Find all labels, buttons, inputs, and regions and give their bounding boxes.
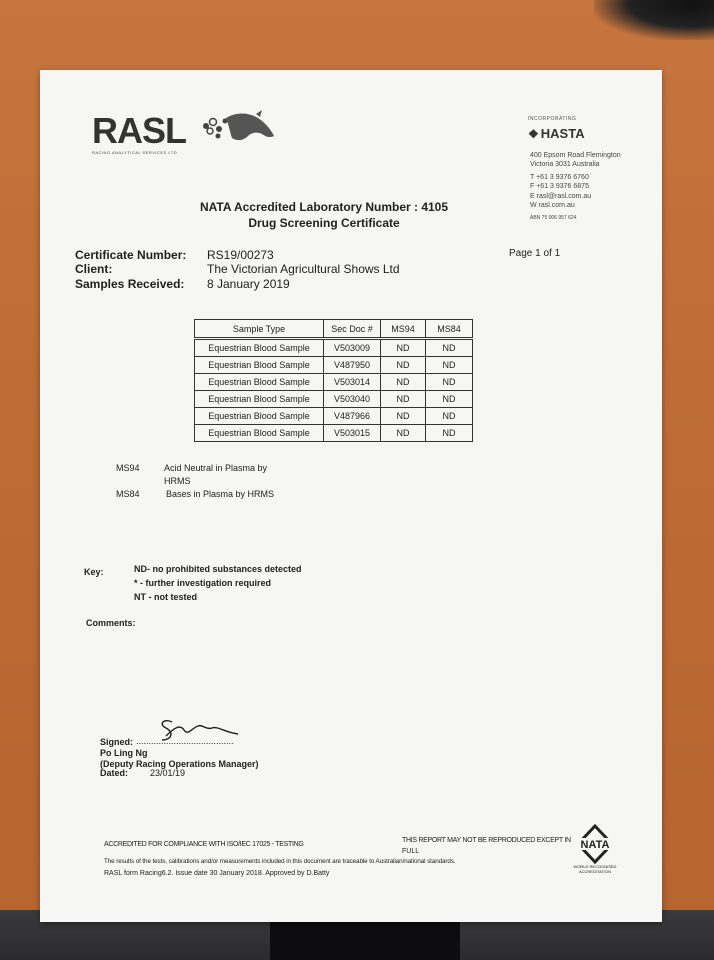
address-line2: Victoria 3031 Australia [530, 161, 600, 168]
certificate-number-label: Certificate Number: [75, 248, 187, 262]
form-details: RASL form Racing6.2. Issue date 30 January 2018. Approved by D.Batty [104, 870, 330, 877]
hasta-logo [528, 126, 585, 141]
nata-logo-text: NATA [580, 839, 610, 851]
client-value: The Victorian Agricultural Shows Ltd [207, 262, 400, 276]
cell-ms94: ND [381, 339, 426, 357]
nata-logo-icon [572, 824, 618, 864]
traceability-statement: The results of the tests, calibrations and/or measurements included in this document are traceable to Australian/national standards. [104, 858, 456, 865]
table-row [195, 425, 473, 442]
client-label: Client: [75, 262, 113, 276]
cell-sample-type: Equestrian Blood Sample [195, 425, 324, 442]
cell-ms94: ND [381, 425, 426, 442]
cell-sec-doc: V503015 [324, 425, 381, 442]
page-indicator: Page 1 of 1 [509, 248, 561, 259]
nata-subtitle: WORLD RECOGNISED ACCREDITATION [573, 864, 617, 874]
table-row [195, 391, 473, 408]
method-ms94-desc-line2: HRMS [164, 476, 191, 486]
accredited-statement: ACCREDITED FOR COMPLIANCE WITH ISO/IEC 17025 - TESTING [104, 841, 304, 848]
table-row [195, 374, 473, 391]
key-nt: NT - not tested [134, 592, 197, 602]
results-table [194, 319, 473, 442]
cell-sec-doc: V487966 [324, 408, 381, 425]
hasta-name: HASTA [540, 126, 585, 141]
signed-label: Signed: [100, 737, 133, 747]
cell-ms84: ND [426, 339, 473, 357]
fax: F +61 3 9376 6875 [530, 183, 589, 190]
header-ms84: MS84 [426, 320, 473, 339]
certificate-page [40, 70, 662, 922]
cell-sec-doc: V487950 [324, 357, 381, 374]
cell-sec-doc: V503040 [324, 391, 381, 408]
hasta-diamond-icon: ❖ [528, 127, 539, 141]
certificate-title-line1: NATA Accredited Laboratory Number : 4105 [199, 200, 449, 214]
header-ms94: MS94 [381, 320, 426, 339]
comments-label: Comments: [86, 618, 136, 628]
cell-ms84: ND [426, 391, 473, 408]
address-line1: 400 Epsom Road Flemington [530, 152, 621, 159]
cell-sec-doc: V503009 [324, 339, 381, 357]
header-sample-type: Sample Type [195, 320, 324, 339]
table-row [195, 357, 473, 374]
cell-ms94: ND [381, 357, 426, 374]
incorporating-label: INCORPORATING [528, 116, 577, 122]
key-nd: ND- no prohibited substances detected [134, 564, 302, 574]
cell-ms84: ND [426, 357, 473, 374]
phone: T +61 3 9376 6760 [530, 174, 589, 181]
cell-ms94: ND [381, 374, 426, 391]
method-ms94-desc-line1: Acid Neutral in Plasma by [164, 463, 268, 473]
cell-ms94: ND [381, 408, 426, 425]
dated-value: 23/01/19 [150, 768, 186, 778]
cell-ms94: ND [381, 391, 426, 408]
key-star: * - further investigation required [134, 578, 272, 588]
table-row [195, 339, 473, 357]
signature-line: ....................................... [136, 736, 234, 746]
table-row [195, 408, 473, 425]
cell-ms84: ND [426, 425, 473, 442]
method-ms94-code: MS94 [116, 463, 140, 473]
rasl-logo-subtitle: RACING ANALYTICAL SERVICES LTD [92, 150, 178, 155]
certificate-title-line2: Drug Screening Certificate [248, 216, 400, 230]
cell-sec-doc: V503014 [324, 374, 381, 391]
key-label: Key: [84, 567, 104, 577]
floor-shadow [270, 918, 460, 960]
horse-head-logo-icon [196, 108, 278, 146]
cell-ms84: ND [426, 374, 473, 391]
cell-sample-type: Equestrian Blood Sample [195, 339, 324, 357]
cell-sample-type: Equestrian Blood Sample [195, 391, 324, 408]
cell-ms84: ND [426, 408, 473, 425]
header-sec-doc: Sec Doc # [324, 320, 381, 339]
reproduce-notice-line1: THIS REPORT MAY NOT BE REPRODUCED EXCEPT IN [402, 837, 571, 844]
certificate-number-value: RS19/00273 [207, 248, 274, 262]
email: E rasl@rasl.com.au [530, 193, 592, 200]
samples-received-value: 8 January 2019 [207, 277, 290, 291]
method-ms84-code: MS84 [116, 489, 140, 499]
dated-label: Dated: [100, 768, 129, 778]
cell-sample-type: Equestrian Blood Sample [195, 357, 324, 374]
samples-received-label: Samples Received: [75, 277, 185, 291]
signer-role: (Deputy Racing Operations Manager) [100, 759, 259, 769]
cell-sample-type: Equestrian Blood Sample [195, 374, 324, 391]
abn: ABN 75 006 957 624 [530, 215, 577, 221]
cell-sample-type: Equestrian Blood Sample [195, 408, 324, 425]
signer-name: Po Ling Ng [100, 748, 148, 758]
background-object [594, 0, 714, 40]
website: W rasl.com.au [530, 202, 575, 209]
method-ms84-desc: Bases in Plasma by HRMS [166, 489, 275, 499]
rasl-logo-text: RASL [92, 110, 186, 151]
table-header-row [195, 320, 473, 339]
reproduce-notice-line2: FULL [402, 848, 420, 855]
